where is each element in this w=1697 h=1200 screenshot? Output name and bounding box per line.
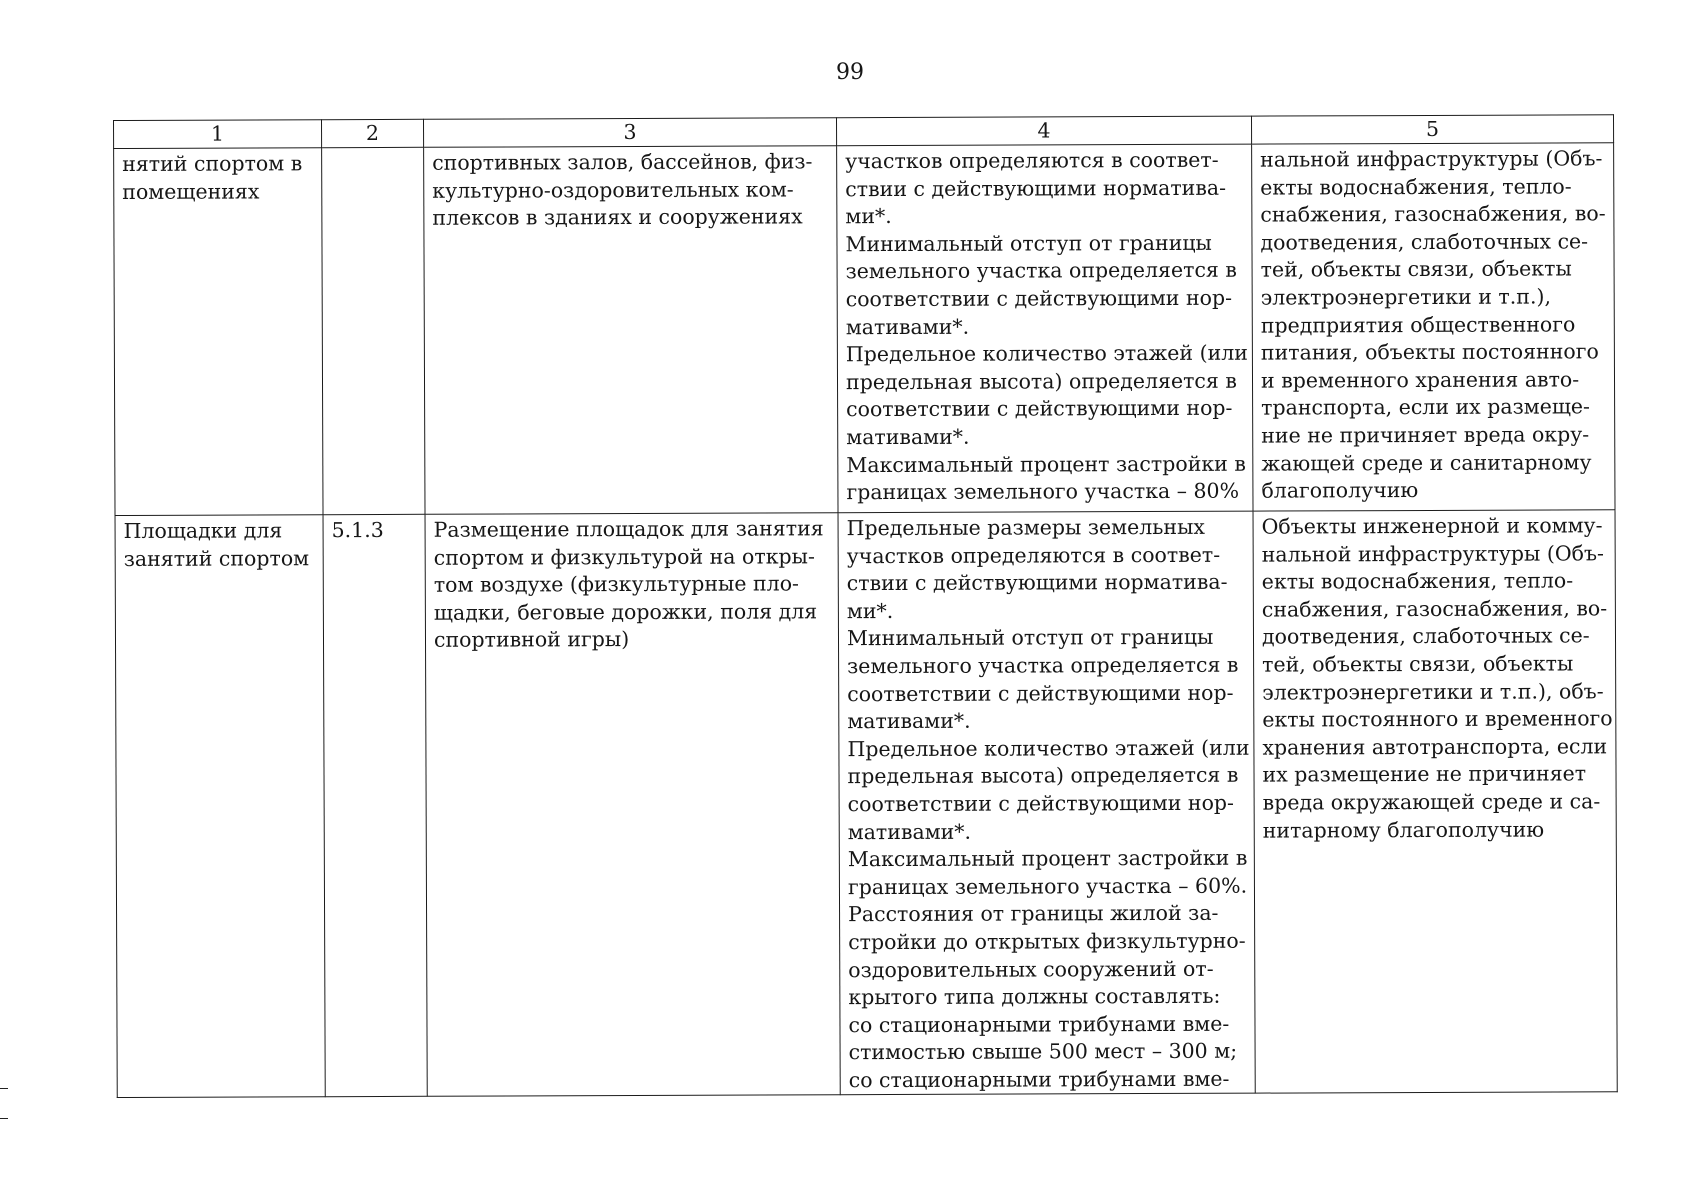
cell-text-line: Объекты инженерной и комму- xyxy=(1261,513,1603,539)
cell-text-line: екты постоянного и временного xyxy=(1262,706,1613,732)
cell-text-line: питания, объекты постоянного xyxy=(1260,339,1599,365)
cell-text-line: со стационарными трибунами вме- xyxy=(848,1011,1230,1037)
cell-text-line: ми*. xyxy=(845,204,892,229)
cell-text-line: доотведения, слаботочных се- xyxy=(1260,229,1589,255)
cell-text-line: и временного хранения авто- xyxy=(1260,367,1580,393)
use-description-cell xyxy=(425,513,840,1097)
cell-text-line: соответствии с действующими нор- xyxy=(847,680,1234,706)
column-header: 3 xyxy=(423,118,836,148)
cell-text-line: 5.1.3 xyxy=(331,517,384,543)
column-header: 1 xyxy=(114,120,322,149)
margin-mark xyxy=(0,1088,8,1089)
use-description-cell xyxy=(424,146,838,515)
cell-text-line: спортивных залов, бассейнов, физ- xyxy=(432,149,813,175)
cell-text-line: Расстояния от границы жилой за- xyxy=(848,901,1219,927)
cell-text-line: ствии с действующими норматива- xyxy=(845,175,1227,201)
cell-text-line: транспорта, если их размеще- xyxy=(1261,394,1591,420)
cell-text-line: мативами*. xyxy=(845,314,970,339)
parameters-cell xyxy=(837,144,1253,513)
cell-text-line: Предельное количество этажей (или xyxy=(847,735,1250,761)
cell-text-line: участков определяются в соответ- xyxy=(845,147,1219,174)
cell-text-line: земельного участка определяется в xyxy=(845,258,1237,284)
cell-text-line: Минимальный отступ от границы xyxy=(846,625,1214,651)
cell-text-line: мативами*. xyxy=(847,819,972,844)
column-header: 2 xyxy=(322,119,424,147)
cell-text-line: границах земельного участка – 80% xyxy=(846,478,1240,505)
cell-text-line: участков определяются в соответ- xyxy=(846,542,1221,568)
use-code-cell xyxy=(323,514,427,1097)
cell-text-line: плексов в зданиях и сооружениях xyxy=(432,204,803,230)
use-code-cell xyxy=(322,147,425,514)
cell-text-line: соответствии с действующими нор- xyxy=(845,285,1233,312)
cell-text-line: ми*. xyxy=(846,598,894,623)
cell-text-line: доотведения, слаботочных се- xyxy=(1261,623,1590,649)
cell-text-line: предприятия общественного xyxy=(1260,311,1576,338)
cell-text-line: снабжения, газоснабжения, во- xyxy=(1261,596,1608,622)
cell-text-line: тей, объекты связи, объекты xyxy=(1262,651,1574,677)
cell-text-line: электроэнергетики и т.п.), объ- xyxy=(1262,678,1604,705)
cell-text-line: электроэнергетики и т.п.), xyxy=(1260,284,1551,310)
cell-text-line: Предельное количество этажей (или xyxy=(845,340,1248,367)
use-type-name-cell xyxy=(115,515,325,1098)
cell-text-line: мативами*. xyxy=(846,424,970,450)
auxiliary-uses-cell xyxy=(1252,143,1615,511)
cell-text-line: ние не причиняет вреда окру- xyxy=(1261,422,1590,448)
cell-text-line: соответствии с действующими нор- xyxy=(847,790,1235,817)
cell-text-line: хранения автотранспорта, если xyxy=(1262,734,1608,760)
cell-text-line: Максимальный процент застройки в xyxy=(847,845,1248,872)
cell-text-line: со стационарными трибунами вме- xyxy=(848,1066,1230,1093)
table-row xyxy=(114,143,1615,516)
cell-text-line: предельная высота) определяется в xyxy=(847,763,1239,789)
cell-text-line: том воздухе (физкультурные пло- xyxy=(433,571,799,597)
cell-text-line: спортом и физкультурой на откры- xyxy=(433,543,815,570)
table-row xyxy=(115,510,1617,1098)
cell-text-line: екты водоснабжения, тепло- xyxy=(1261,568,1574,594)
cell-text-line: границах земельного участка – 60%. xyxy=(847,873,1248,899)
cell-text-line: Предельные размеры земельных xyxy=(846,514,1205,541)
margin-mark xyxy=(0,1118,8,1119)
cell-text-line: соответствии с действующими нор- xyxy=(846,396,1233,422)
cell-text-line: спортивной игры) xyxy=(433,627,630,653)
cell-text-line: нальной инфраструктуры (Объ- xyxy=(1261,540,1604,567)
cell-text-line: стимостью свыше 500 мест – 300 м; xyxy=(848,1038,1238,1065)
cell-text-line: Размещение площадок для занятия xyxy=(433,516,824,542)
cell-text-line: земельного участка определяется в xyxy=(847,652,1239,679)
parameters-cell xyxy=(838,511,1255,1095)
column-header: 5 xyxy=(1251,115,1613,144)
cell-text-line: предельная высота) определяется в xyxy=(845,368,1237,394)
column-header: 4 xyxy=(836,116,1251,146)
cell-text-line: екты водоснабжения, тепло- xyxy=(1260,173,1572,200)
cell-text-line: снабжения, газоснабжения, во- xyxy=(1260,201,1606,227)
cell-text-line: крытого типа должны составлять: xyxy=(848,983,1221,1010)
cell-text-line: тей, объекты связи, объекты xyxy=(1260,256,1572,282)
auxiliary-uses-cell xyxy=(1253,510,1617,1094)
cell-text-line: оздоровительных сооружений от- xyxy=(848,956,1214,982)
cell-text-line: помещениях xyxy=(122,179,260,204)
cell-text-line: нальной инфраструктуры (Объ- xyxy=(1260,146,1603,172)
cell-text-line: занятий спортом xyxy=(123,545,310,571)
cell-text-line: вреда окружающей среде и са- xyxy=(1262,789,1601,815)
use-type-name-cell xyxy=(114,148,323,516)
land-use-table xyxy=(113,114,1618,1098)
cell-text-line: жающей среде и санитарному xyxy=(1261,449,1592,476)
cell-text-line: стройки до открытых физкультурно- xyxy=(848,928,1246,955)
cell-text-line: благополучию xyxy=(1261,478,1419,503)
page-number: 99 xyxy=(836,60,864,85)
cell-text-line: Максимальный процент застройки в xyxy=(846,451,1246,477)
cell-text-line: мативами*. xyxy=(847,708,971,734)
cell-text-line: Площадки для xyxy=(123,518,283,543)
cell-text-line: ствии с действующими норматива- xyxy=(846,569,1228,596)
cell-text-line: их размещение не причиняет xyxy=(1262,761,1587,787)
cell-text-line: нятий спортом в xyxy=(122,151,303,176)
cell-text-line: Минимальный отступ от границы xyxy=(845,230,1212,256)
cell-text-line: нитарному благополучию xyxy=(1262,817,1545,843)
cell-text-line: культурно-оздоровительных ком- xyxy=(432,176,794,203)
cell-text-line: щадки, беговые дорожки, поля для xyxy=(433,599,818,625)
